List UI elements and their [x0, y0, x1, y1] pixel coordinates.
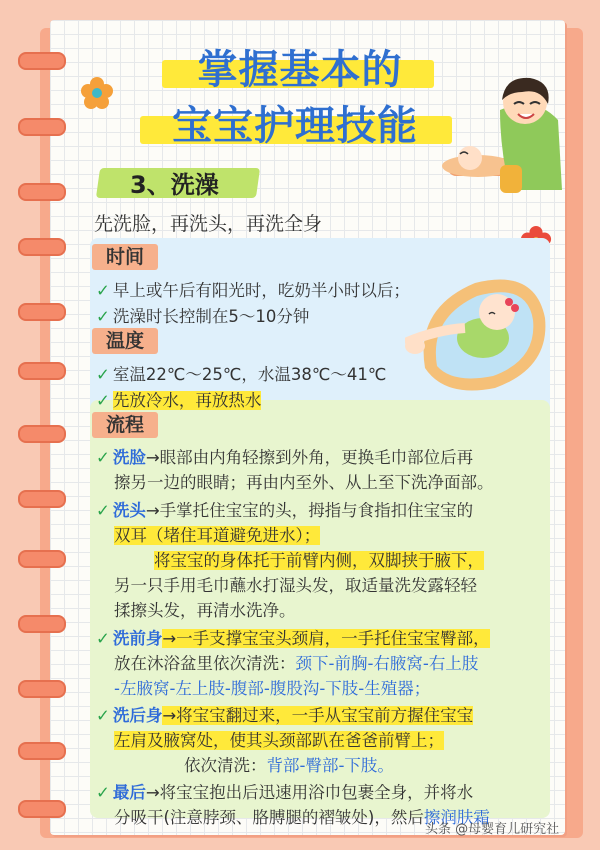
step-head-cont: 将宝宝的身体托于前臂内侧，双脚挟于腋下，	[154, 551, 484, 570]
step-back-cont: 左肩及腋窝处，使其头颈部趴在爸爸前臂上；	[114, 731, 444, 750]
check-icon: ✓	[96, 281, 110, 300]
step-face-cont: 擦另一边的眼睛；再由内至外、从上至下洗净面部。	[114, 473, 494, 492]
temperature-item-1: ✓ 室温22℃～25℃，水温38℃～41℃	[96, 365, 387, 384]
step-head-cont: 双耳（堵住耳道避免进水）；	[114, 526, 321, 545]
temperature-tag: 温度	[92, 328, 158, 354]
ring	[18, 238, 66, 256]
check-icon: ✓	[96, 365, 110, 384]
check-icon: ✓	[96, 307, 110, 326]
page-title-line1: 掌握基本的	[197, 47, 403, 93]
step-front-cont: 放在沐浴盆里依次清洗：颈下-前胸-右腋窝-右上肢	[114, 654, 479, 673]
ring	[18, 680, 66, 698]
ring	[18, 52, 66, 70]
dad-bathing-baby-illustration	[440, 70, 570, 205]
time-item-2: ✓ 洗澡时长控制在5～10分钟	[96, 307, 310, 326]
check-icon: ✓	[96, 391, 110, 410]
ring	[18, 742, 66, 760]
orange-flower-icon	[80, 76, 114, 110]
ring	[18, 183, 66, 201]
step-front-cont: -左腋窝-左上肢-腹部-腹股沟-下肢-生殖器；	[114, 679, 431, 698]
step-head-cont: 揉擦头发，再清水洗净。	[114, 601, 296, 620]
ring	[18, 490, 66, 508]
page-title-line2: 宝宝护理技能	[172, 103, 418, 149]
step-head-cont: 另一只手用毛巾蘸水打湿头发，取适量洗发露轻轻	[114, 576, 477, 595]
time-item-1: ✓ 早上或午后有阳光时，吃奶半小时以后；	[96, 281, 410, 300]
ring	[18, 303, 66, 321]
step-back-cont: 依次清洗：背部-臀部-下肢。	[184, 756, 394, 775]
step-front: ✓ 洗前身→一手支撑宝宝头颈肩，一手托住宝宝臀部，	[96, 629, 490, 648]
check-icon: ✓	[96, 706, 110, 725]
step-last-cont: 分吸干(注意脖颈、胳膊腿的褶皱处)，然后擦润肤霜	[114, 808, 490, 827]
ring	[18, 425, 66, 443]
step-last: ✓ 最后→将宝宝抱出后迅速用浴巾包裹全身，并将水	[96, 783, 474, 802]
section-title: 3、洗澡	[130, 171, 219, 199]
step-face: ✓ 洗脸→眼部由内角轻擦到外角，更换毛巾部位后再	[96, 448, 474, 467]
ring	[18, 362, 66, 380]
step-back: ✓ 洗后身→将宝宝翻过来，一手从宝宝前方握住宝宝	[96, 706, 474, 725]
ring	[18, 615, 66, 633]
check-icon: ✓	[96, 783, 110, 802]
ring	[18, 550, 66, 568]
check-icon: ✓	[96, 629, 110, 648]
process-tag: 流程	[92, 412, 158, 438]
watermark: 头条 @母婴育儿研究社	[425, 822, 560, 837]
section-intro: 先洗脸，再洗头，再洗全身	[94, 213, 323, 235]
step-head: ✓ 洗头→手掌托住宝宝的头，拇指与食指扣住宝宝的	[96, 501, 474, 520]
ring	[18, 800, 66, 818]
check-icon: ✓	[96, 501, 110, 520]
time-tag: 时间	[92, 244, 158, 270]
baby-in-bathtub-illustration	[405, 268, 555, 398]
temperature-item-2: ✓ 先放冷水，再放热水	[96, 391, 262, 410]
ring	[18, 118, 66, 136]
check-icon: ✓	[96, 448, 110, 467]
